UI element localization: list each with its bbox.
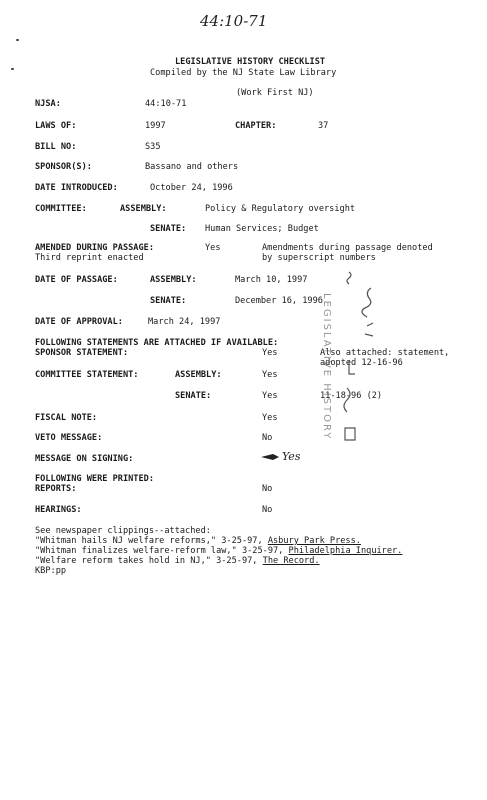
clipping-item [35, 557, 320, 566]
reports-value: No [262, 484, 273, 494]
committee-statement-label: COMMITTEE STATEMENT: [35, 370, 139, 380]
committee-statement-assembly-label: ASSEMBLY: [175, 370, 222, 380]
passage-assembly-label: ASSEMBLY: [150, 275, 197, 285]
passage-senate-value: December 16, 1996 [235, 296, 323, 306]
reports-label: REPORTS: [35, 484, 77, 494]
sponsors-label: SPONSOR(S): [35, 162, 92, 172]
sponsor-statement-note2: adopted 12-16-96 [320, 358, 403, 368]
margin-mark [16, 39, 19, 41]
amended-extra: Third reprint enacted [35, 253, 144, 263]
chapter-value: 37 [318, 121, 329, 131]
committee-senate-value: Human Services; Budget [205, 224, 319, 234]
short-title: (Work First NJ) [236, 88, 314, 98]
amended-note-line2: by superscript numbers [262, 253, 376, 263]
veto-message-label: VETO MESSAGE: [35, 433, 103, 443]
bill-no-label: BILL NO: [35, 142, 77, 152]
njsa-label: NJSA: [35, 99, 61, 109]
veto-message-value: No [262, 433, 273, 443]
amended-note-line1: Amendments during passage denoted [262, 243, 433, 253]
committee-senate-label: SENATE: [150, 224, 187, 234]
initials: KBP:pp [35, 566, 67, 576]
hearings-value: No [262, 505, 273, 515]
passage-senate-label: SENATE: [150, 296, 187, 306]
fiscal-note-label: FISCAL NOTE: [35, 413, 98, 423]
chapter-label: CHAPTER: [235, 121, 277, 131]
clipping-item [35, 537, 361, 546]
njsa-value: 44:10-71 [145, 99, 187, 109]
date-introduced-value: October 24, 1996 [150, 183, 233, 193]
stamp-graphic-icon [327, 268, 381, 458]
clipping-headline: "Whitman finalizes welfare-reform law," 3-25-97, [35, 546, 289, 556]
committee-statement-senate-note: 11-18-96 (2) [320, 391, 383, 401]
committee-assembly-value: Policy & Regulatory oversight [205, 204, 356, 214]
sponsor-statement-value: Yes [262, 348, 278, 358]
handwritten-signing-yes: Yes [282, 450, 301, 463]
statements-heading: FOLLOWING STATEMENTS ARE ATTACHED IF AVAILABLE: [35, 338, 279, 348]
stamp-text: LEGISLATIVE HISTORY [321, 293, 332, 441]
amended-label: AMENDED DURING PASSAGE: [35, 243, 154, 253]
clipping-item [35, 547, 402, 556]
clipping-source: Philadelphia Inquirer. [288, 546, 403, 556]
arrow-mark-icon [260, 451, 280, 463]
committee-statement-senate-value: Yes [262, 391, 278, 401]
committee-statement-assembly-value: Yes [262, 370, 278, 380]
fiscal-note-value: Yes [262, 413, 278, 423]
committee-label: COMMITTEE: [35, 204, 87, 214]
message-on-signing-label: MESSAGE ON SIGNING: [35, 454, 134, 464]
sponsor-statement-label: SPONSOR STATEMENT: [35, 348, 129, 358]
clipping-source: The Record. [262, 556, 320, 566]
date-of-approval-value: March 24, 1997 [148, 317, 221, 327]
committee-statement-senate-label: SENATE: [175, 391, 212, 401]
handwritten-statute-number: 44:10-71 [200, 12, 268, 30]
clippings-intro: See newspaper clippings--attached: [35, 526, 211, 536]
clipping-headline: "Welfare reform takes hold in NJ," 3-25-97, [35, 556, 263, 566]
printed-heading: FOLLOWING WERE PRINTED: [35, 474, 154, 484]
clipping-source: Asbury Park Press. [267, 536, 361, 546]
passage-assembly-value: March 10, 1997 [235, 275, 308, 285]
laws-of-label: LAWS OF: [35, 121, 77, 131]
document-subtitle: Compiled by the NJ State Law Library [150, 68, 337, 78]
margin-mark [11, 68, 14, 70]
bill-no-value: S35 [145, 142, 161, 152]
hearings-label: HEARINGS: [35, 505, 82, 515]
clipping-headline: "Whitman hails NJ welfare reforms," 3-25-97, [35, 536, 268, 546]
date-of-passage-label: DATE OF PASSAGE: [35, 275, 118, 285]
committee-assembly-label: ASSEMBLY: [120, 204, 167, 214]
date-of-approval-label: DATE OF APPROVAL: [35, 317, 123, 327]
sponsors-value: Bassano and others [145, 162, 239, 172]
laws-of-value: 1997 [145, 121, 166, 131]
library-stamp [321, 268, 381, 458]
amended-value: Yes [205, 243, 221, 253]
document-title: LEGISLATIVE HISTORY CHECKLIST [175, 57, 326, 67]
sponsor-statement-note1: Also attached: statement, [320, 348, 450, 358]
date-introduced-label: DATE INTRODUCED: [35, 183, 118, 193]
